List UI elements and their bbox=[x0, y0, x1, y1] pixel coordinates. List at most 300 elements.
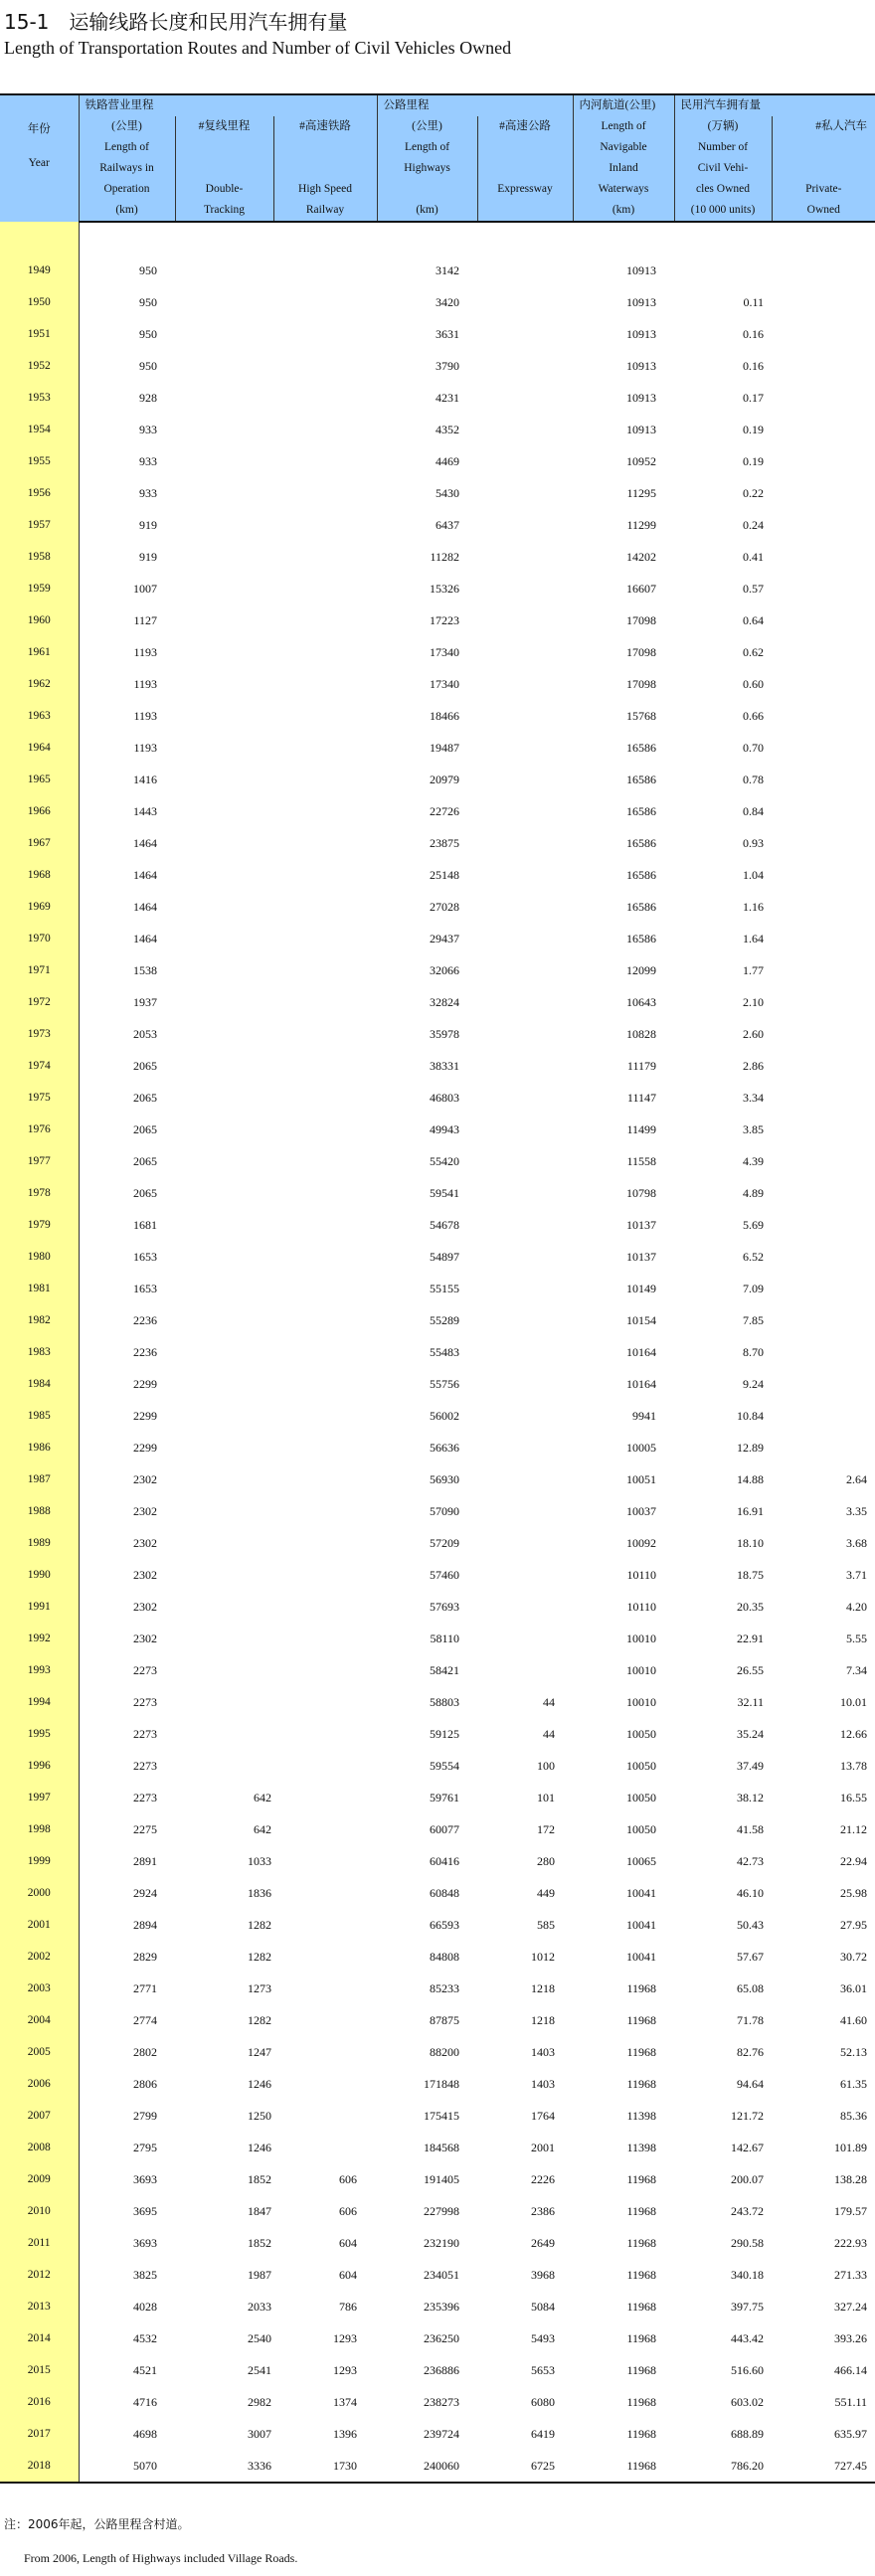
cell-highway: 58803 bbox=[430, 1694, 460, 1709]
cell-expressway bbox=[477, 382, 573, 414]
cell-high-speed bbox=[273, 1941, 377, 1973]
cell-private-owned bbox=[772, 1209, 875, 1241]
cell-civil-vehicles: 32.11 bbox=[737, 1694, 765, 1709]
cell-expressway: 1218 bbox=[531, 1980, 556, 1995]
cell-expressway: 1012 bbox=[531, 1949, 556, 1964]
cell-high-speed bbox=[273, 445, 377, 477]
cell-expressway bbox=[477, 604, 573, 636]
cell-private-owned bbox=[772, 604, 875, 636]
table-row bbox=[0, 1241, 875, 1273]
cell-highway: 49943 bbox=[430, 1121, 460, 1136]
table-row bbox=[0, 445, 875, 477]
cell-highway: 55155 bbox=[430, 1281, 460, 1295]
cell-waterway: 16586 bbox=[626, 803, 657, 818]
cell-civil-vehicles: 2.60 bbox=[743, 1026, 765, 1041]
cell-year: 1981 bbox=[0, 1273, 79, 1304]
cell-railway: 2302 bbox=[79, 1591, 175, 1623]
cell-civil-vehicles: 14.88 bbox=[737, 1471, 765, 1486]
cell-double-tracking bbox=[175, 1463, 273, 1495]
cell-double-tracking bbox=[175, 1527, 273, 1559]
cell-civil-vehicles: 26.55 bbox=[737, 1662, 765, 1677]
cell-highway: 85233 bbox=[430, 1980, 460, 1995]
cell-double-tracking bbox=[175, 350, 273, 382]
cell-private-owned bbox=[772, 636, 875, 668]
cell-private-owned: 36.01 bbox=[840, 1980, 868, 1995]
cell-double-tracking bbox=[175, 477, 273, 509]
table-row bbox=[0, 1495, 875, 1527]
cell-expressway bbox=[477, 1273, 573, 1304]
cell-civil-vehicles: 9.24 bbox=[743, 1376, 765, 1391]
cell-private-owned: 22.94 bbox=[840, 1853, 868, 1868]
cell-highway: 57209 bbox=[430, 1535, 460, 1550]
transport-table bbox=[0, 93, 875, 2484]
cell-high-speed: 606 bbox=[339, 2203, 358, 2218]
cell-private-owned: 5.55 bbox=[846, 1631, 868, 1645]
cell-expressway: 6080 bbox=[531, 2394, 556, 2409]
table-row bbox=[0, 668, 875, 700]
table-row bbox=[0, 255, 875, 286]
cell-civil-vehicles: 0.62 bbox=[743, 644, 765, 659]
cell-high-speed bbox=[273, 382, 377, 414]
cell-expressway bbox=[477, 1527, 573, 1559]
table-row bbox=[0, 2386, 875, 2418]
cell-year: 1992 bbox=[0, 1623, 79, 1654]
cell-railway: 4716 bbox=[79, 2386, 175, 2418]
cell-private-owned: 101.89 bbox=[834, 2140, 868, 2154]
cell-waterway: 10065 bbox=[626, 1853, 657, 1868]
cell-expressway bbox=[477, 954, 573, 986]
cell-private-owned: 52.13 bbox=[840, 2044, 868, 2059]
table-row bbox=[0, 859, 875, 891]
cell-railway: 1193 bbox=[79, 732, 175, 764]
cell-double-tracking: 1247 bbox=[248, 2044, 271, 2059]
cell-double-tracking: 2541 bbox=[248, 2362, 271, 2377]
cell-year: 1965 bbox=[0, 764, 79, 795]
cell-railway: 2299 bbox=[79, 1400, 175, 1432]
page-title-en: Length of Transportation Routes and Number of Civil Vehicles Owned bbox=[4, 38, 512, 58]
cell-double-tracking bbox=[175, 859, 273, 891]
cell-high-speed bbox=[273, 1750, 377, 1782]
cell-railway: 3695 bbox=[79, 2195, 175, 2227]
cell-year: 2016 bbox=[0, 2386, 79, 2418]
cell-railway: 1653 bbox=[79, 1273, 175, 1304]
table-row bbox=[0, 732, 875, 764]
cell-highway: 32066 bbox=[430, 962, 460, 977]
header-double-tracking: #复线里程 Double- Tracking bbox=[175, 116, 273, 222]
cell-railway: 928 bbox=[79, 382, 175, 414]
cell-high-speed bbox=[273, 1336, 377, 1368]
cell-year: 1997 bbox=[0, 1782, 79, 1813]
cell-private-owned: 271.33 bbox=[834, 2267, 868, 2282]
cell-private-owned bbox=[772, 541, 875, 573]
cell-year: 1978 bbox=[0, 1177, 79, 1209]
cell-private-owned bbox=[772, 1177, 875, 1209]
cell-waterway: 16586 bbox=[626, 931, 657, 945]
cell-railway: 2774 bbox=[79, 2004, 175, 2036]
cell-private-owned: 466.14 bbox=[834, 2362, 868, 2377]
cell-civil-vehicles: 2.10 bbox=[743, 994, 765, 1009]
table-body bbox=[0, 222, 875, 2483]
cell-high-speed bbox=[273, 923, 377, 954]
header-railway-group: 铁路营业里程 bbox=[79, 94, 377, 116]
cell-high-speed bbox=[273, 318, 377, 350]
cell-highway: 227998 bbox=[424, 2203, 460, 2218]
cell-waterway: 10010 bbox=[626, 1694, 657, 1709]
cell-double-tracking: 2982 bbox=[248, 2394, 271, 2409]
cell-highway: 17223 bbox=[430, 612, 460, 627]
table-row bbox=[0, 2418, 875, 2450]
cell-highway: 32824 bbox=[430, 994, 460, 1009]
cell-waterway: 10037 bbox=[626, 1503, 657, 1518]
cell-double-tracking bbox=[175, 1591, 273, 1623]
cell-civil-vehicles: 41.58 bbox=[737, 1821, 765, 1836]
table-row bbox=[0, 923, 875, 954]
table-row bbox=[0, 1018, 875, 1050]
cell-waterway: 17098 bbox=[626, 644, 657, 659]
cell-year: 1960 bbox=[0, 604, 79, 636]
cell-year: 1988 bbox=[0, 1495, 79, 1527]
table-row bbox=[0, 827, 875, 859]
cell-waterway: 12099 bbox=[626, 962, 657, 977]
cell-expressway: 585 bbox=[537, 1917, 556, 1932]
cell-waterway: 10050 bbox=[626, 1790, 657, 1804]
cell-highway: 11282 bbox=[430, 549, 460, 564]
cell-railway: 2236 bbox=[79, 1304, 175, 1336]
cell-railway: 950 bbox=[79, 286, 175, 318]
cell-highway: 60416 bbox=[430, 1853, 460, 1868]
cell-civil-vehicles: 0.64 bbox=[743, 612, 765, 627]
cell-double-tracking bbox=[175, 1304, 273, 1336]
cell-railway: 2302 bbox=[79, 1623, 175, 1654]
cell-expressway bbox=[477, 827, 573, 859]
cell-high-speed bbox=[273, 2036, 377, 2068]
cell-highway: 19487 bbox=[430, 740, 460, 755]
cell-private-owned bbox=[772, 986, 875, 1018]
cell-waterway: 11968 bbox=[626, 2235, 657, 2250]
cell-civil-vehicles: 38.12 bbox=[737, 1790, 765, 1804]
cell-double-tracking bbox=[175, 414, 273, 445]
cell-expressway: 2001 bbox=[531, 2140, 556, 2154]
cell-highway: 23875 bbox=[430, 835, 460, 850]
cell-highway: 59125 bbox=[430, 1726, 460, 1741]
cell-high-speed: 786 bbox=[339, 2299, 358, 2314]
cell-double-tracking bbox=[175, 1336, 273, 1368]
cell-expressway: 172 bbox=[537, 1821, 556, 1836]
table-row bbox=[0, 2163, 875, 2195]
cell-expressway bbox=[477, 350, 573, 382]
cell-high-speed bbox=[273, 636, 377, 668]
cell-double-tracking bbox=[175, 1750, 273, 1782]
cell-double-tracking: 3007 bbox=[248, 2426, 271, 2441]
cell-highway: 3142 bbox=[436, 262, 460, 277]
cell-double-tracking bbox=[175, 604, 273, 636]
cell-highway: 4231 bbox=[436, 390, 460, 405]
cell-highway: 15326 bbox=[430, 581, 460, 596]
cell-waterway: 10050 bbox=[626, 1726, 657, 1741]
cell-high-speed bbox=[273, 795, 377, 827]
cell-waterway: 15768 bbox=[626, 708, 657, 723]
cell-double-tracking bbox=[175, 1559, 273, 1591]
cell-private-owned: 138.28 bbox=[834, 2171, 868, 2186]
cell-double-tracking bbox=[175, 668, 273, 700]
table-row bbox=[0, 1686, 875, 1718]
cell-expressway bbox=[477, 1591, 573, 1623]
cell-expressway: 5084 bbox=[531, 2299, 556, 2314]
cell-civil-vehicles: 0.11 bbox=[743, 294, 765, 309]
cell-private-owned bbox=[772, 954, 875, 986]
cell-highway: 234051 bbox=[424, 2267, 460, 2282]
cell-high-speed bbox=[273, 1909, 377, 1941]
table-row bbox=[0, 414, 875, 445]
table-row bbox=[0, 1941, 875, 1973]
cell-year: 1979 bbox=[0, 1209, 79, 1241]
cell-civil-vehicles: 10.84 bbox=[737, 1408, 765, 1423]
cell-civil-vehicles: 35.24 bbox=[737, 1726, 765, 1741]
cell-double-tracking: 3336 bbox=[175, 2450, 273, 2483]
table-row bbox=[0, 318, 875, 350]
cell-waterway: 11968 bbox=[626, 2267, 657, 2282]
cell-double-tracking bbox=[175, 795, 273, 827]
cell-private-owned bbox=[772, 1336, 875, 1368]
cell-private-owned: 3.35 bbox=[846, 1503, 868, 1518]
cell-year: 2002 bbox=[0, 1941, 79, 1973]
cell-high-speed bbox=[273, 1050, 377, 1082]
cell-expressway: 6725 bbox=[477, 2450, 573, 2483]
cell-high-speed bbox=[273, 1082, 377, 1114]
cell-waterway: 16586 bbox=[626, 899, 657, 914]
cell-civil-vehicles: 243.72 bbox=[731, 2203, 765, 2218]
cell-year: 1954 bbox=[0, 414, 79, 445]
cell-civil-vehicles: 6.52 bbox=[743, 1249, 765, 1264]
cell-waterway: 11968 bbox=[626, 2330, 657, 2345]
cell-high-speed bbox=[273, 732, 377, 764]
cell-double-tracking: 642 bbox=[254, 1821, 271, 1836]
table-row bbox=[0, 477, 875, 509]
cell-civil-vehicles: 0.16 bbox=[743, 358, 765, 373]
cell-private-owned: 727.45 bbox=[772, 2450, 875, 2483]
table-row bbox=[0, 2036, 875, 2068]
cell-waterway: 10913 bbox=[626, 390, 657, 405]
cell-expressway bbox=[477, 414, 573, 445]
cell-civil-vehicles: 0.84 bbox=[743, 803, 765, 818]
cell-private-owned bbox=[772, 1432, 875, 1463]
table-row bbox=[0, 1527, 875, 1559]
cell-railway: 2275 bbox=[79, 1813, 175, 1845]
cell-double-tracking bbox=[175, 382, 273, 414]
cell-double-tracking bbox=[175, 1273, 273, 1304]
cell-civil-vehicles: 42.73 bbox=[737, 1853, 765, 1868]
cell-railway: 1416 bbox=[79, 764, 175, 795]
cell-highway: 236250 bbox=[424, 2330, 460, 2345]
cell-expressway bbox=[477, 1654, 573, 1686]
cell-double-tracking bbox=[175, 509, 273, 541]
table-row bbox=[0, 286, 875, 318]
cell-civil-vehicles: 18.10 bbox=[737, 1535, 765, 1550]
cell-waterway: 10010 bbox=[626, 1631, 657, 1645]
cell-railway: 950 bbox=[79, 318, 175, 350]
cell-civil-vehicles: 3.85 bbox=[743, 1121, 765, 1136]
header-highway: (公里) Length of Highways (km) bbox=[377, 116, 477, 222]
cell-double-tracking bbox=[175, 1082, 273, 1114]
cell-high-speed bbox=[273, 1973, 377, 2004]
table-row bbox=[0, 1782, 875, 1813]
cell-railway: 2302 bbox=[79, 1495, 175, 1527]
cell-railway: 1007 bbox=[79, 573, 175, 604]
cell-waterway: 14202 bbox=[626, 549, 657, 564]
cell-year: 2004 bbox=[0, 2004, 79, 2036]
cell-expressway bbox=[477, 1400, 573, 1432]
table-row bbox=[0, 2291, 875, 2322]
table-row bbox=[0, 1654, 875, 1686]
cell-year: 1950 bbox=[0, 286, 79, 318]
cell-highway: 58421 bbox=[430, 1662, 460, 1677]
cell-civil-vehicles: 46.10 bbox=[737, 1885, 765, 1900]
table-row bbox=[0, 350, 875, 382]
cell-waterway: 10041 bbox=[626, 1917, 657, 1932]
cell-highway: 46803 bbox=[430, 1090, 460, 1105]
cell-year: 1967 bbox=[0, 827, 79, 859]
cell-high-speed bbox=[273, 1591, 377, 1623]
table-row bbox=[0, 2132, 875, 2163]
cell-expressway bbox=[477, 573, 573, 604]
table-row bbox=[0, 700, 875, 732]
cell-highway: 55483 bbox=[430, 1344, 460, 1359]
cell-double-tracking bbox=[175, 1177, 273, 1209]
cell-private-owned: 7.34 bbox=[846, 1662, 868, 1677]
cell-high-speed bbox=[273, 1463, 377, 1495]
table-row bbox=[0, 2450, 875, 2483]
cell-waterway: 10164 bbox=[626, 1344, 657, 1359]
cell-civil-vehicles: 8.70 bbox=[743, 1344, 765, 1359]
table-row bbox=[0, 2195, 875, 2227]
cell-civil-vehicles: 0.57 bbox=[743, 581, 765, 596]
cell-waterway: 11499 bbox=[626, 1121, 657, 1136]
cell-civil-vehicles: 0.19 bbox=[743, 422, 765, 436]
cell-expressway bbox=[477, 1304, 573, 1336]
cell-railway: 1464 bbox=[79, 891, 175, 923]
header-high-speed-railway: #高速铁路 High Speed Railway bbox=[273, 116, 377, 222]
header-waterway-group: 内河航道(公里) bbox=[573, 94, 674, 116]
note-zh: 注：2006年起，公路里程含村道。 bbox=[4, 2517, 190, 2531]
cell-waterway: 16586 bbox=[626, 835, 657, 850]
cell-expressway: 2649 bbox=[531, 2235, 556, 2250]
cell-private-owned bbox=[772, 509, 875, 541]
cell-high-speed bbox=[273, 2132, 377, 2163]
cell-double-tracking: 1033 bbox=[248, 1853, 271, 1868]
table-row bbox=[0, 1400, 875, 1432]
cell-railway: 2302 bbox=[79, 1527, 175, 1559]
cell-year: 1995 bbox=[0, 1718, 79, 1750]
table-row bbox=[0, 954, 875, 986]
cell-waterway: 11558 bbox=[626, 1153, 657, 1168]
cell-double-tracking: 1273 bbox=[248, 1980, 271, 1995]
cell-waterway: 11968 bbox=[626, 2426, 657, 2441]
table-row bbox=[0, 1559, 875, 1591]
table-row bbox=[0, 1177, 875, 1209]
cell-year: 1968 bbox=[0, 859, 79, 891]
cell-highway: 4469 bbox=[436, 453, 460, 468]
cell-railway: 2065 bbox=[79, 1050, 175, 1082]
header-waterway: Length of Navigable Inland Waterways (km) bbox=[573, 116, 674, 222]
cell-double-tracking bbox=[175, 255, 273, 286]
cell-expressway bbox=[477, 1432, 573, 1463]
cell-railway: 1538 bbox=[79, 954, 175, 986]
cell-year: 1990 bbox=[0, 1559, 79, 1591]
cell-waterway: 17098 bbox=[626, 676, 657, 691]
cell-double-tracking bbox=[175, 636, 273, 668]
cell-high-speed bbox=[273, 573, 377, 604]
cell-expressway bbox=[477, 255, 573, 286]
cell-civil-vehicles: 37.49 bbox=[737, 1758, 765, 1773]
table-row bbox=[0, 795, 875, 827]
cell-year: 2005 bbox=[0, 2036, 79, 2068]
cell-high-speed bbox=[273, 668, 377, 700]
cell-double-tracking bbox=[175, 986, 273, 1018]
cell-expressway: 2226 bbox=[531, 2171, 556, 2186]
cell-expressway bbox=[477, 541, 573, 573]
cell-civil-vehicles: 121.72 bbox=[731, 2108, 765, 2123]
cell-highway: 55420 bbox=[430, 1153, 460, 1168]
cell-civil-vehicles: 94.64 bbox=[737, 2076, 765, 2091]
cell-waterway: 9941 bbox=[632, 1408, 657, 1423]
cell-year: 2017 bbox=[0, 2418, 79, 2450]
cell-year: 1987 bbox=[0, 1463, 79, 1495]
cell-waterway: 10952 bbox=[626, 453, 657, 468]
cell-civil-vehicles: 786.20 bbox=[674, 2450, 772, 2483]
table-row bbox=[0, 1432, 875, 1463]
cell-waterway: 10137 bbox=[626, 1249, 657, 1264]
cell-civil-vehicles: 1.64 bbox=[743, 931, 765, 945]
cell-double-tracking bbox=[175, 1654, 273, 1686]
cell-expressway: 280 bbox=[537, 1853, 556, 1868]
cell-year: 2012 bbox=[0, 2259, 79, 2291]
cell-double-tracking bbox=[175, 318, 273, 350]
cell-highway: 87875 bbox=[430, 2012, 460, 2027]
cell-high-speed bbox=[273, 1209, 377, 1241]
cell-private-owned bbox=[772, 1273, 875, 1304]
cell-high-speed bbox=[273, 1400, 377, 1432]
cell-waterway: 11968 bbox=[626, 2299, 657, 2314]
cell-year: 1998 bbox=[0, 1813, 79, 1845]
cell-railway: 3693 bbox=[79, 2227, 175, 2259]
cell-expressway bbox=[477, 1145, 573, 1177]
cell-high-speed bbox=[273, 1114, 377, 1145]
cell-high-speed bbox=[273, 891, 377, 923]
table-row bbox=[0, 2322, 875, 2354]
cell-high-speed: 1730 bbox=[273, 2450, 377, 2483]
cell-high-speed bbox=[273, 859, 377, 891]
cell-highway: 240060 bbox=[377, 2450, 477, 2483]
cell-waterway: 10643 bbox=[626, 994, 657, 1009]
cell-high-speed bbox=[273, 1368, 377, 1400]
cell-year: 1962 bbox=[0, 668, 79, 700]
cell-year: 2013 bbox=[0, 2291, 79, 2322]
cell-private-owned bbox=[772, 827, 875, 859]
table-row bbox=[0, 1877, 875, 1909]
cell-double-tracking bbox=[175, 923, 273, 954]
cell-civil-vehicles: 0.16 bbox=[743, 326, 765, 341]
table-row bbox=[0, 2004, 875, 2036]
cell-year: 1975 bbox=[0, 1082, 79, 1114]
cell-high-speed bbox=[273, 414, 377, 445]
cell-civil-vehicles: 7.09 bbox=[743, 1281, 765, 1295]
table-row bbox=[0, 1304, 875, 1336]
cell-railway: 933 bbox=[79, 445, 175, 477]
cell-year: 1951 bbox=[0, 318, 79, 350]
cell-high-speed bbox=[273, 1686, 377, 1718]
table-row bbox=[0, 2227, 875, 2259]
table-row bbox=[0, 891, 875, 923]
